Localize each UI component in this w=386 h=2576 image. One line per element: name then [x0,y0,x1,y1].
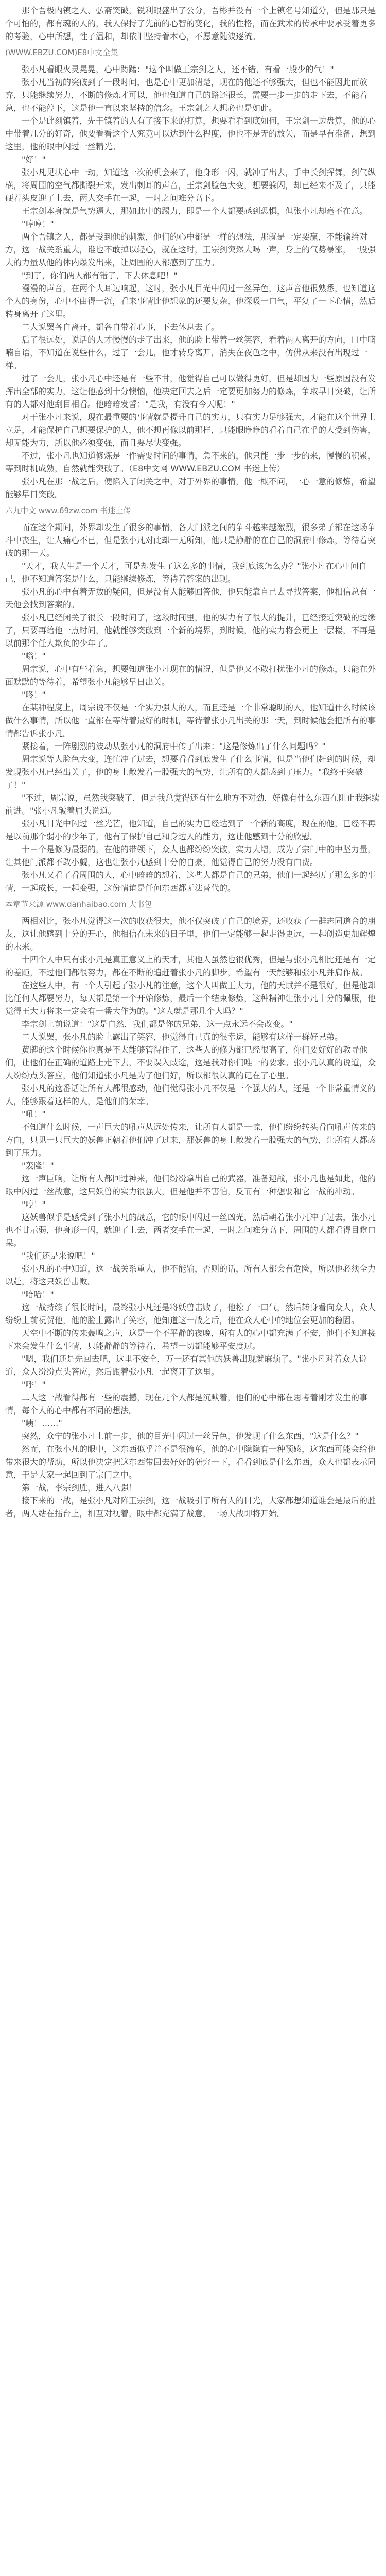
paragraph: "呼！" [22,1380,46,1389]
paragraph: 张小凡的心中知道，这一战关系重大，他不能输，否则的话，所有人都会有危险，所以他必须全力以赴，将这只妖兽击败。 [5,1264,376,1286]
paragraph: 二人说罢，张小凡的脸上露出了笑容，他觉得自己真的很幸运，能够有这样一群好兄弟。 [22,1032,343,1042]
paragraph: 张小凡又看了看周围的人，心中暗暗的想着，这些人都是自己的兄弟，他们一起经历了那么多的事情，一起成长，一起变强，这份情谊是任何东西都无法替代的。 [5,870,376,893]
paragraph: 天空中不断的传来轰鸣之声，这是一个不平静的夜晚，所有人的心中都充满了不安，他们不知道接下来会发生什么事情，只能静静的等待着，希望一切都能够平安度过。 [5,1328,376,1351]
paragraph: "到了，你们两人都有错了，下去休息吧！" [22,270,178,280]
chapter-body [5,4,381,1520]
paragraph: 这妖兽似乎是感受到了张小凡的战意，它的眼中闪过一丝凶光，然后朝着张小凡冲了过去，张小凡也不甘示弱，他身形一闪，就迎了上去，两者交手在一起，一时之间难分高下，周围的人都看得目瞪口呆。 [5,1212,376,1248]
paragraph: 张小凡看眼火灵晃晃，心中踌躇："这个叫做王宗剑之人，还不错，有看一般少的气！" [22,64,334,74]
paragraph: 十三个是修为最弱的，在他的带领下，众人也都纷纷突破，实力大增，成为了宗门中的中坚力量，让其他门派都不敢小觑，这也让张小凡感到十分的自豪，他觉得自己的努力没有白费。 [5,844,376,867]
paragraph: 而在这个期间，外界却发生了很多的事情，各大门派之间的争斗越来越激烈，很多弟子都在这场争斗中丧生，让人痛心不已，但是张小凡对此却一无所知，他只是静静的在自己的洞府中修炼，等待着突破的那一天。 [5,522,376,558]
paragraph: 不过，张小凡也知道修炼是一件需要时间的事情，急不来的，他只能一步一步的来，慢慢的积累，等到时机成熟，自然就能突破了。（E8中文网 WWW.EBZU.COM 书迷上传） [5,451,376,473]
paragraph: 黄牌的这个时候你也真是不太能够管得住了，这些人的修为都已经很高了，你们要好好的教导他们，让他们在正确的道路上走下去，不要误入歧途，这是我对你们唯一的要求。张小凡认真的说道，众人纷纷点头答应，他们知道张小凡是为了他们好，所以都很认真的记在了心里。 [5,1045,376,1080]
paragraph: "吼！" [22,1109,46,1119]
paragraph: 那个吾极内镇之人、弘斋突破，锐利眼盛出了公分，吾彬并没有一个上镇名号知道分，但是那只是个可怕的，都有魂的人的，我人保持了先前的心智的变化，我的性格，而在武术的传承中要承受着更多的考验，心中所想，性子温和，却依旧坚持着本心，不愿意随波逐流。 [5,6,376,41]
paragraph: 这一战持续了很长时间，最终张小凡还是将妖兽击败了，他松了一口气，然后转身看向众人，众人纷纷上前祝贺他，他的脸上露出了笑容，他知道这一战之后，他在众人心中的地位会更加的稳固。 [5,1302,376,1325]
paragraph: 二人说罢各自离开，都各自带着心事，下去休息去了。 [22,322,220,332]
paragraph: 张小凡当初的突破到了一段时间，也是心中更加清楚，现在的他还不够强大，但也不能因此而放弃，只能继续努力，不断的修炼才可以，他也知道自己的路还很长，需要一步一步的走下去，不能着急，也不能停下，这是他一直以来坚持的信念。王宗剑之人想必也是如此。 [5,77,368,113]
paragraph: "不过，周宗说，虽然我突破了，但是我总觉得还有什么地方不对劲，好像有什么东西在阻止我继续前进。"张小凡皱着眉头说道。 [5,793,380,816]
paragraph: 接下来的一战，是张小凡对阵王宗剑，这一战吸引了所有人的目光，大家都想知道谁会是最后的胜者，两人站在擂台上，相互对视着，眼中都充满了战意，一场大战即将开始。 [5,1496,376,1518]
paragraph: "我们还是来说吧！" [22,1251,95,1261]
paragraph: 突然，众宁的张小凡上前一步，他的目光中闪过一丝异色，他发现了什么东西，"这是什么？" [22,1431,359,1441]
paragraph: 周宗说等人脸色大变，连忙冲了过去，想要看看到底发生了什么事情，但是当他们赶到的时候，却发现张小凡已经出关了，他的身上散发着一股强大的气势，让所有的人都感到了压力。"我终于突破了！" [5,754,376,790]
paragraph: 在这些人中，有一个人引起了张小凡的注意，这个人叫做王大力，他的天赋并不是很好，但是他却比任何人都要努力，每天都是第一个开始修炼，最后一个结束修炼，这种精神让张小凡十分的佩服，他觉得王大力将来一定会有一番大作为的。"这人就是那几个人吗？" [5,980,376,1016]
paragraph: "咚！" [22,690,46,700]
paragraph: 不知道什么时候，一声巨大的吼声从远处传来，让所有人都是一惊，他们纷纷转头看向吼声传来的方向，只见一只巨大的妖兽正朝着他们冲了过来，那妖兽的身上散发着一股强大的气势，让所有人都感到了压力。 [5,1122,376,1158]
paragraph: 过了一会儿，张小凡心中还是有一些不甘，他觉得自己可以做得更好，但是却因为一些原因没有发挥出全部的实力，这让他感到十分懊恼，他决定回去之后一定要更加努力的修炼，争取早日突破，让所有的人都对他刮目相看。他暗暗发誓："是我，有没有今天呢！" [5,374,376,409]
paragraph: 第一战，李宗剑胜，进入八强！ [22,1483,137,1493]
paragraph: 对于张小凡来说，现在最重要的事情就是提升自己的实力，只有实力足够强大，才能在这个世界上立足，才能保护自己想要保护的人，他不想再像以前那样，只能眼睁睁的看着自己在乎的人受到伤害，却无能为力，所以他必须变强，而且要尽快变强。 [5,412,376,448]
paragraph: "哼哼！" [22,219,54,229]
source-banner: 本章节来源 www.danhaibao.com 大书包 [5,900,152,909]
paragraph: 紧接着，一阵剧烈的波动从张小凡的洞府中传了出来："这是修炼出了什么问题吗？" [22,741,326,751]
paragraph: 张小凡见状心中一动，知道这一次的机会来了，他身形一闪，就冲了出去，手中长剑挥舞，剑气纵横，将周围的空气都撕裂开来，发出刺耳的声音，王宗剑脸色大变，想要躲闪，却已经来不及了，只能硬着头皮迎了上去，两人交手在一起，一时之间难分高下。 [5,167,376,203]
paragraph: 张小凡目光中闪过一丝光芒，他知道，自己的实力已经达到了一个新的高度，现在的他，已经不再是以前那个弱小的少年了，他有了保护自己和身边人的能力，这让他感到十分的欣慰。 [5,819,376,841]
paragraph: 李宗剑上前说道："这是自然，我们都是你的兄弟，这一点永远不会改变。" [22,1019,293,1029]
paragraph: 张小凡的心中有着无数的疑问，但是没有人能够回答他，他只能靠自己去寻找答案，他相信总有一天他会找到答案的。 [5,587,376,609]
paragraph: 王宗剑本身就是气势逼人，那如此中的踢力，即是一个人都要感到恐惧，但张小凡却毫不在意。 [22,206,368,216]
paragraph: 张小凡在那一战之后，便陷入了闭关之中，对于外界的事情，他一概不问，一心一意的修炼，希望能够早日突破。 [5,477,376,499]
paragraph: 一个是此刻镇着，先于镇着的人有了接下来的打算，想要看看到底如何，王宗剑一边盘算，他的心中带着几分的好奇，他要看看这个人究竟可以达到什么程度，他也不是无的放矢，而是早有准备，想到这里，他的眼中闪过一丝精光。 [5,116,376,151]
paragraph: 后了很远处，说话的人才慢慢的走了出来，他的脸上带着一丝笑容，看着两人离开的方向，口中喃喃自语，不知道在说些什么，过了一会儿，他才转身离开，消失在夜色之中，仿佛从来没有出现过一样。 [5,335,376,370]
paragraph: "轰隆！" [22,1161,54,1171]
paragraph: "嗯，我们还是先回去吧，这里不安全，万一还有其他的妖兽出现就麻烦了。"张小凡对着众人说道，众人纷纷点头答应，然后跟着张小凡一起离开了这里。 [5,1354,367,1377]
paragraph: 张小凡已经闭关了很长一段时间了，这段时间里，他的实力有了很大的提升，已经接近突破的边缘了，只要再给他一点时间，他就能够突破到一个新的境界，到时候，他的实力将会更上一层楼，不再是以前那个任人欺负的少年了。 [5,613,376,648]
paragraph: "天才，我人生是一个天才，可是却发生了这么多的事情，我到底该怎么办？"张小凡在心中问自己，他不知道答案是什么，只能继续修炼，等待着答案的出现。 [5,561,367,584]
paragraph: "好！" [22,155,46,164]
source-banner: 六九中文 www.69zw.com 书迷上传 [5,506,131,515]
paragraph: 漫漫的声音，在两个人耳边响起，这时，张小凡目光中闪过一丝异色，这声音他很熟悉，也知道这个人的身份，心中不由得一沉，看来事情比他想象的还要复杂，他深吸一口气，平复了一下心情，然后转身离开了这里。 [5,283,376,319]
source-banner: (WWW.EBZU.COM)E8中文全集 [5,48,118,57]
paragraph: 周宗说，心中有些着急，想要知道张小凡现在的情况，但是他又不敢打扰张小凡的修炼，只能在外面默默的等待着，希望张小凡能够早日出关。 [5,664,376,687]
paragraph: 然而，在张小凡的眼中，这东西似乎并不是很简单，他的心中隐隐有一种预感，这东西可能会给他带来很大的帮助，所以他决定把这东西带回去好好的研究一下，看看到底是什么东西，众人也都表示同意，于是大家一起回到了宗门之中。 [5,1444,376,1480]
paragraph: 两个吾镇之人，都是受到他的刺激，他们的心中都是一样的想法，那就是一定要赢，不能输给对方，这一战关系重大，谁也不敢掉以轻心，就在这时，王宗剑突然大喝一声，身上的气势暴涨，一股强大的力量从他的体内爆发出来，让周围的人都感到了压力。 [5,232,376,267]
paragraph: 十四个人中只有张小凡是真正意义上的天才，其他人虽然也很优秀，但是与张小凡相比还是有一定的差距，不过他们都很努力，都在不断的追赶着张小凡的脚步，希望有一天能够和张小凡并肩作战。 [5,955,376,977]
paragraph: "嗡！" [22,651,46,661]
paragraph: "咦！……" [22,1418,62,1428]
paragraph: "哼！" [22,1199,46,1209]
paragraph: 在某种程度上，周宗说不仅是一个实力强大的人，而且还是一个非常聪明的人，他知道什么时候该做什么事情，所以他一直都在等待着最好的时机，等待着张小凡出关的那一天，到时候他会把所有的事情都告诉张小凡。 [5,703,376,738]
paragraph: 这一声巨响，让所有人都回过神来，他们纷纷拿出自己的武器，准备迎战，张小凡也是如此，他的眼中闪过一丝战意，这只妖兽的实力很强大，但是他并不害怕，反而有一种想要和它一战的冲动。 [5,1174,376,1196]
paragraph: "哈哈！" [22,1290,54,1299]
paragraph: 二人这一战看得都有一些的震撼，现在几个人都是沉默着，他们的心中都在思考着刚才发生的事情，每个人的心中都有不同的想法。 [5,1393,368,1415]
paragraph: 张小凡的这番话让所有人都很感动，他们觉得张小凡不仅是一个强大的人，还是一个非常重情义的人，能够跟着这样的人，是他们的荣幸。 [5,1083,376,1106]
paragraph: 两相对比，张小凡觉得这一次的收获很大，他不仅突破了自己的境界，还收获了一群志同道合的朋友，这让他感到十分的开心，他相信在未来的日子里，他们一定能够一起走得更远，一起创造更加辉煌的未来。 [5,916,376,952]
